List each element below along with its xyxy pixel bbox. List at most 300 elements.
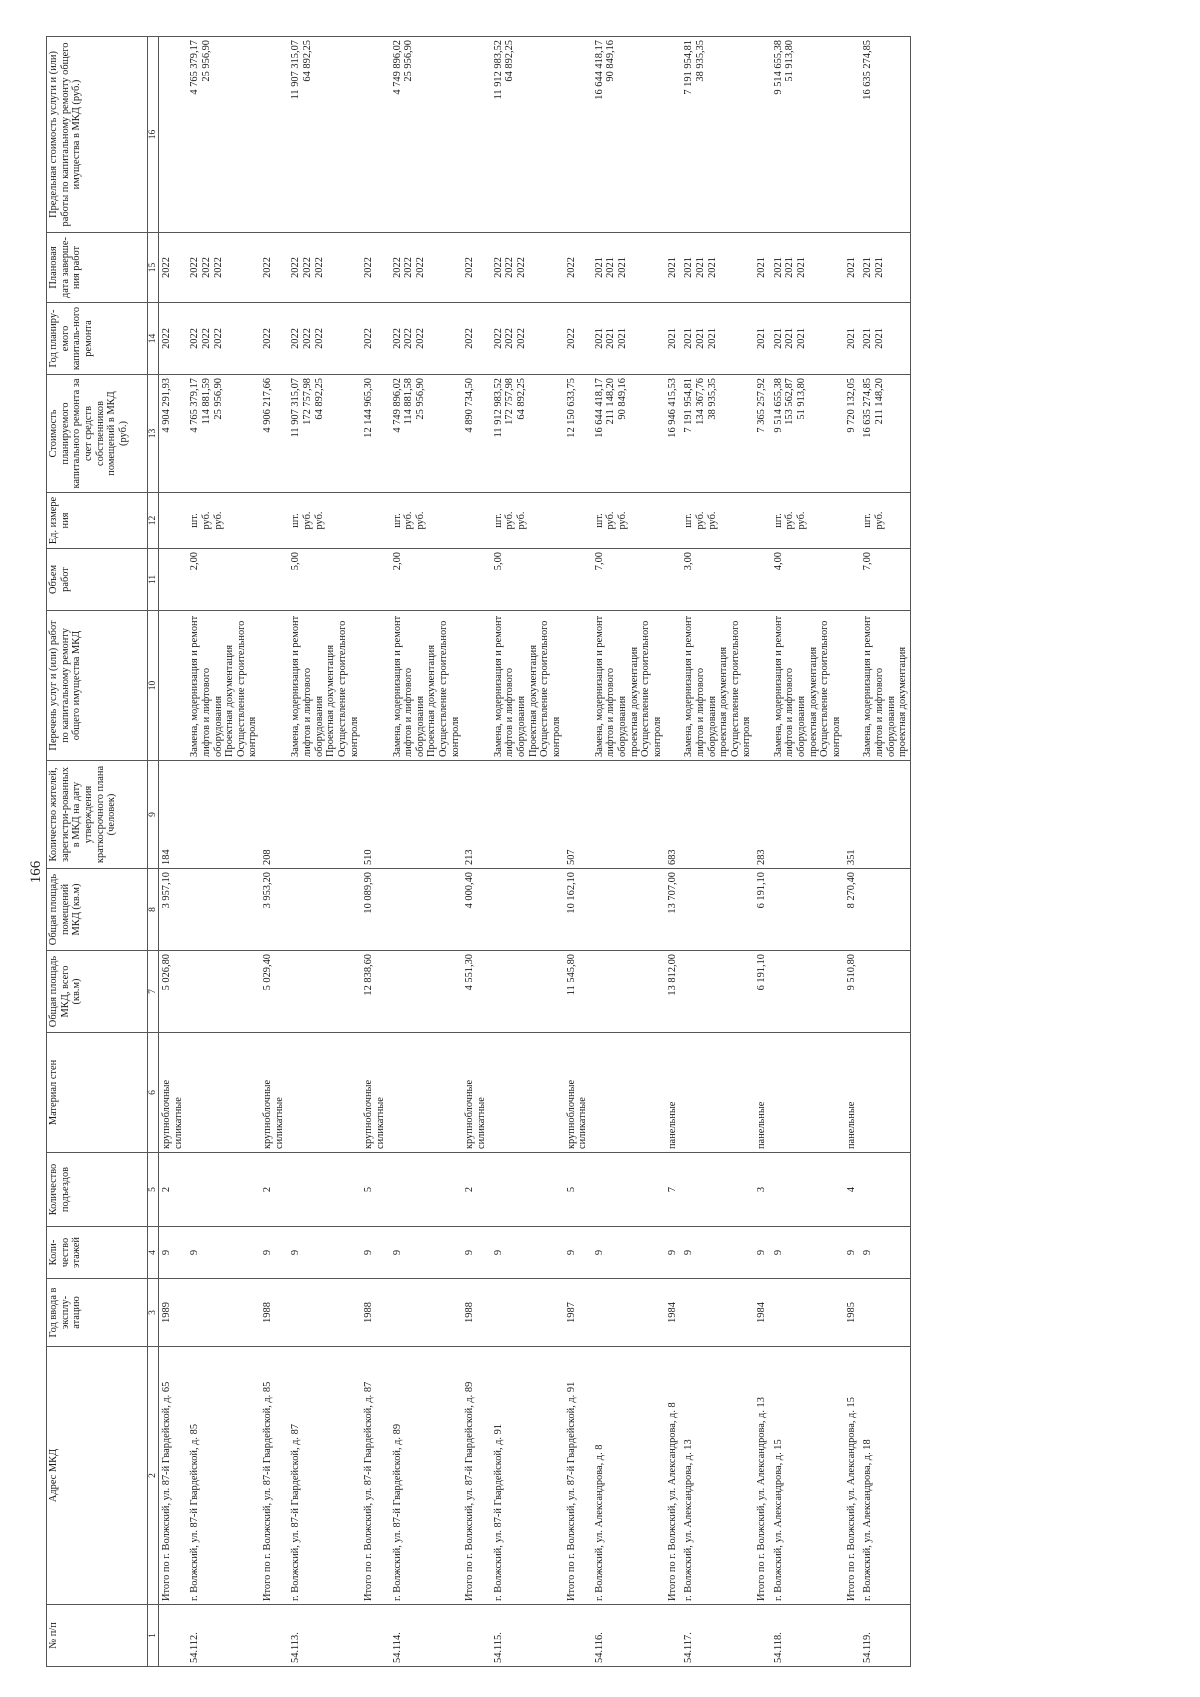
row-number: 54.112. [185,1605,260,1667]
work-volume [665,549,680,611]
date-line: 2022 [504,257,516,278]
address: Итого по г. Волжский, ул. 87-й Гвардейской, д. 89 [462,1347,488,1605]
limit-line: 64 892,25 [302,40,314,82]
wall-material [769,1033,844,1153]
cost-line: 211 148,20 [605,378,617,425]
column-header: Год ввода в эксплу-атацию [47,1279,148,1347]
completion-date [185,233,260,303]
repair-cost [260,375,286,493]
column-number: 8 [148,869,159,951]
column-number: 1 [148,1605,159,1667]
year-line: 2021 [617,328,629,349]
column-number: 11 [148,549,159,611]
repair-cost [185,375,260,493]
plan-year [462,303,488,375]
unit [361,493,387,549]
column-header: Предельная стоимость услуги и (или) работы по капитальному ремонту общего имущества в МКД (руб.) [47,37,148,233]
cost-line: 25 956,90 [414,378,426,420]
limit-cost [260,37,286,233]
work-volume: 2,00 [388,549,463,611]
total-row [665,37,680,1667]
works-list [260,611,286,761]
year-line: 2021 [784,328,796,349]
completion-date [286,233,361,303]
year-line: 2021 [862,328,874,349]
date-line: 2021 [845,257,857,278]
repair-cost [286,375,361,493]
year-line: 2022 [403,328,415,349]
unit [159,493,186,549]
total-area: 9 510,80 [844,951,859,1033]
plan-year [590,303,665,375]
address: г. Волжский, ул. Александрова, д. 15 [769,1347,844,1605]
address: г. Волжский, ул. 87-й Гвардейской, д. 85 [185,1347,260,1605]
limit-cost [489,37,564,233]
total-row [564,37,590,1667]
row-number [462,1605,488,1667]
limit-line: 16 644 418,17 [593,40,605,100]
completion-date [361,233,387,303]
work-volume [564,549,590,611]
unit-line: шт. [189,513,201,528]
unit-line: шт. [683,513,695,528]
work-item: проектная документация [628,646,640,757]
limit-cost [564,37,590,233]
commission-year: 1984 [665,1279,680,1347]
residents: 184 [159,761,186,869]
cost-line: 7 365 257,92 [756,378,768,433]
commission-year: 1987 [564,1279,590,1347]
unit-line: шт. [593,513,605,528]
date-line: 2021 [666,257,678,278]
year-line: 2022 [290,328,302,349]
total-area: 4 551,30 [462,951,488,1033]
entrances [185,1153,260,1227]
work-item: Замена, модернизация и ремонт лифтов и лифтового оборудования [189,615,224,757]
work-item: Замена, модернизация и ремонт лифтов и лифтового оборудования [683,615,718,757]
plan-year [185,303,260,375]
wall-material [185,1033,260,1153]
work-item: Замена, модернизация и ремонт лифтов и лифтового оборудования [290,615,325,757]
date-line: 2021 [605,257,617,278]
year-line: 2022 [313,328,325,349]
address: г. Волжский, ул. Александрова, д. 8 [590,1347,665,1605]
repair-cost [159,375,186,493]
floors: 9 [159,1227,186,1279]
work-volume [462,549,488,611]
year-line: 2021 [756,328,768,349]
total-area: 5 026,80 [159,951,186,1033]
work-item: Осуществление строительного контроля [819,620,842,757]
premises-area: 8 270,40 [844,869,859,951]
cost-line: 16 644 418,17 [593,378,605,438]
total-area: 11 545,80 [564,951,590,1033]
entrances [286,1153,361,1227]
work-volume: 4,00 [769,549,844,611]
year-line: 2022 [363,328,375,349]
residents: 213 [462,761,488,869]
work-item: Замена, модернизация и ремонт лифтов и лифтового оборудования [772,615,808,757]
work-item: Замена, модернизация и ремонт лифтов и лифтового оборудования [391,615,426,757]
cost-line: 38 935,35 [706,378,718,420]
unit-line: шт. [290,513,302,528]
date-line: 2022 [200,257,212,278]
works-list [844,611,859,761]
floors: 9 [564,1227,590,1279]
date-line: 2022 [403,257,415,278]
work-item: Проектная документация [426,644,438,757]
residents: 507 [564,761,590,869]
unit [185,493,260,549]
entrances: 4 [844,1153,859,1227]
premises-area: 13 707,00 [665,869,680,951]
wall-material: панельные [754,1033,769,1153]
cost-line: 153 562,87 [784,378,796,425]
date-line: 2021 [796,257,808,278]
cost-line: 9 514 655,38 [772,378,784,433]
limit-cost [185,37,260,233]
limit-line: 11 912 983,52 [492,40,504,100]
plan-year [159,303,186,375]
unit-line: руб. [605,511,617,530]
work-item: проектная документация [897,646,909,757]
premises-area: 10 089,90 [361,869,387,951]
entrances: 2 [159,1153,186,1227]
column-number: 6 [148,1033,159,1153]
year-line: 2022 [161,328,172,349]
column-header: Адрес МКД [47,1347,148,1605]
entrances: 5 [361,1153,387,1227]
unit [260,493,286,549]
item-row [590,37,665,1667]
total-row [462,37,488,1667]
commission-year: 1989 [159,1279,186,1347]
works-list [679,611,754,761]
date-line: 2022 [313,257,325,278]
residents [590,761,665,869]
column-header: Ед. измере ния [47,493,148,549]
residents [388,761,463,869]
unit [590,493,665,549]
item-row [679,37,754,1667]
entrances [858,1153,910,1227]
row-number: 54.113. [286,1605,361,1667]
commission-year [388,1279,463,1347]
limit-cost [462,37,488,233]
item-row [286,37,361,1667]
completion-date [679,233,754,303]
address: Итого по г. Волжский, ул. 87-й Гвардейской, д. 91 [564,1347,590,1605]
repair-cost [489,375,564,493]
date-line: 2021 [706,257,718,278]
floors: 9 [388,1227,463,1279]
plan-year [489,303,564,375]
wall-material [489,1033,564,1153]
date-line: 2021 [617,257,629,278]
cost-line: 12 150 633,75 [565,378,577,438]
completion-date [564,233,590,303]
date-line: 2022 [464,257,476,278]
entrances: 2 [260,1153,286,1227]
row-number [754,1605,769,1667]
date-line: 2022 [212,257,224,278]
date-line: 2022 [302,257,314,278]
floors: 9 [679,1227,754,1279]
total-row [159,37,186,1667]
limit-line: 90 849,16 [605,40,617,82]
unit [462,493,488,549]
premises-area [858,869,910,951]
wall-material: крупноблочные силикатные [159,1033,186,1153]
residents: 283 [754,761,769,869]
date-line: 2021 [862,257,874,278]
repair-cost [590,375,665,493]
entrances [590,1153,665,1227]
address: Итого по г. Волжский, ул. 87-й Гвардейской, д. 65 [159,1347,186,1605]
date-line: 2022 [363,257,375,278]
cost-line: 7 191 954,81 [683,378,695,433]
work-item: Проектная документация [325,644,337,757]
unit-line: шт. [862,513,874,528]
wall-material: крупноблочные силикатные [462,1033,488,1153]
plan-year [388,303,463,375]
cost-line: 16 946 415,53 [666,378,678,438]
address: г. Волжский, ул. 87-й Гвардейской, д. 87 [286,1347,361,1605]
date-line: 2021 [694,257,706,278]
commission-year [590,1279,665,1347]
works-list [858,611,910,761]
entrances: 5 [564,1153,590,1227]
column-number: 14 [148,303,159,375]
works-list [388,611,463,761]
column-number-row [148,37,159,1667]
work-item: Осуществление строительного контроля [640,620,663,757]
limit-cost [679,37,754,233]
cost-line: 4 765 379,17 [189,378,201,433]
commission-year: 1984 [754,1279,769,1347]
work-item: Осуществление строительного контроля [438,620,461,757]
column-header: Общая площадь МКД, всего (кв.м) [47,951,148,1033]
floors: 9 [754,1227,769,1279]
year-line: 2021 [666,328,678,349]
residents: 683 [665,761,680,869]
work-item: Проектная документация [224,644,236,757]
total-row [754,37,769,1667]
entrances: 2 [462,1153,488,1227]
work-item: проектная документация [718,646,730,757]
cost-line: 51 913,80 [796,378,808,420]
cost-line: 134 367,76 [694,378,706,425]
address: г. Волжский, ул. 87-й Гвардейской, д. 91 [489,1347,564,1605]
year-line: 2022 [414,328,426,349]
floors: 9 [844,1227,859,1279]
cost-line: 90 849,16 [617,378,629,420]
column-header: Коли-чество этажей [47,1227,148,1279]
residents: 510 [361,761,387,869]
year-line: 2022 [212,328,224,349]
limit-cost [665,37,680,233]
wall-material [590,1033,665,1153]
plan-year [260,303,286,375]
total-area [185,951,260,1033]
unit-line: руб. [873,511,885,530]
work-item: Замена, модернизация и ремонт лифтов и лифтового оборудования [593,615,629,757]
total-area [388,951,463,1033]
work-volume [844,549,859,611]
unit [489,493,564,549]
total-row [260,37,286,1667]
date-line: 2021 [873,257,885,278]
total-area [590,951,665,1033]
premises-area: 6 191,10 [754,869,769,951]
entrances [769,1153,844,1227]
column-header: Год планиру-емого капиталь-ного ремонта [47,303,148,375]
works-list [754,611,769,761]
floors: 9 [665,1227,680,1279]
cost-line: 16 635 274,85 [862,378,874,438]
cost-line: 211 148,20 [873,378,885,425]
plan-year [858,303,910,375]
date-line: 2022 [515,257,527,278]
plan-year [286,303,361,375]
cost-line: 172 757,98 [504,378,516,425]
plan-year [564,303,590,375]
unit-line: руб. [403,511,415,530]
unit-line: шт. [772,513,784,528]
limit-line: 25 956,90 [403,40,415,82]
column-number: 15 [148,233,159,303]
limit-line: 64 892,25 [504,40,516,82]
year-line: 2022 [504,328,516,349]
cost-line: 64 892,25 [313,378,325,420]
row-number [844,1605,859,1667]
limit-line: 16 635 274,85 [862,40,874,100]
row-number [361,1605,387,1667]
column-header: Количество жителей, зарегистри-рованных в МКД на дату утверждения краткосрочного плана (человек) [47,761,148,869]
completion-date [462,233,488,303]
year-line: 2021 [593,328,605,349]
year-line: 2022 [391,328,403,349]
date-line: 2022 [290,257,302,278]
date-line: 2022 [262,257,274,278]
year-line: 2021 [873,328,885,349]
commission-year [489,1279,564,1347]
year-line: 2022 [302,328,314,349]
unit-line: руб. [414,511,426,530]
works-list [564,611,590,761]
wall-material [286,1033,361,1153]
limit-line: 9 514 655,38 [772,40,784,95]
work-item: проектная документация [807,646,819,757]
row-number: 54.114. [388,1605,463,1667]
residents [286,761,361,869]
completion-date [754,233,769,303]
column-number: 9 [148,761,159,869]
column-header: Плановая дата заверше-ния работ [47,233,148,303]
date-line: 2022 [161,257,172,278]
wall-material [388,1033,463,1153]
date-line: 2022 [492,257,504,278]
item-row [489,37,564,1667]
date-line: 2022 [391,257,403,278]
column-number: 5 [148,1153,159,1227]
limit-cost [858,37,910,233]
total-area [769,951,844,1033]
total-area: 13 812,00 [665,951,680,1033]
year-line: 2022 [189,328,201,349]
total-area [286,951,361,1033]
item-row [769,37,844,1667]
year-line: 2022 [515,328,527,349]
rotated-page [24,37,1154,1667]
cost-line: 4 904 291,93 [161,378,172,433]
work-volume [260,549,286,611]
work-volume: 5,00 [489,549,564,611]
limit-line: 7 191 954,81 [683,40,695,95]
limit-cost [754,37,769,233]
repair-cost [665,375,680,493]
premises-area: 3 957,10 [159,869,186,951]
work-volume: 7,00 [858,549,910,611]
unit-line: шт. [492,513,504,528]
commission-year: 1988 [260,1279,286,1347]
total-area: 6 191,10 [754,951,769,1033]
premises-area: 3 953,20 [260,869,286,951]
wall-material: крупноблочные силикатные [361,1033,387,1153]
entrances [388,1153,463,1227]
unit-line: руб. [212,511,224,530]
works-list [489,611,564,761]
year-line: 2022 [565,328,577,349]
completion-date [489,233,564,303]
cost-line: 172 757,98 [302,378,314,425]
unit-line: руб. [313,511,325,530]
limit-line: 4 749 896,02 [391,40,403,95]
entrances: 7 [665,1153,680,1227]
date-line: 2022 [565,257,577,278]
year-line: 2021 [845,328,857,349]
cost-line: 25 956,90 [212,378,224,420]
floors: 9 [260,1227,286,1279]
works-list [361,611,387,761]
address: Итого по г. Волжский, ул. 87-й Гвардейской, д. 87 [361,1347,387,1605]
work-volume: 7,00 [590,549,665,611]
year-line: 2022 [492,328,504,349]
work-volume [361,549,387,611]
commission-year [286,1279,361,1347]
work-volume: 2,00 [185,549,260,611]
floors: 9 [590,1227,665,1279]
commission-year: 1988 [462,1279,488,1347]
premises-area [590,869,665,951]
limit-line: 38 935,35 [694,40,706,82]
floors: 9 [489,1227,564,1279]
wall-material [679,1033,754,1153]
works-list [462,611,488,761]
unit [388,493,463,549]
limit-line: 4 765 379,17 [189,40,201,95]
address: Итого по г. Волжский, ул. Александрова, д. 15 [844,1347,859,1605]
residents [489,761,564,869]
work-volume: 3,00 [679,549,754,611]
column-header: Материал стен [47,1033,148,1153]
cost-line: 64 892,25 [515,378,527,420]
limit-cost [388,37,463,233]
column-header: № п/п [47,1605,148,1667]
commission-year [185,1279,260,1347]
year-line: 2021 [706,328,718,349]
year-line: 2022 [200,328,212,349]
